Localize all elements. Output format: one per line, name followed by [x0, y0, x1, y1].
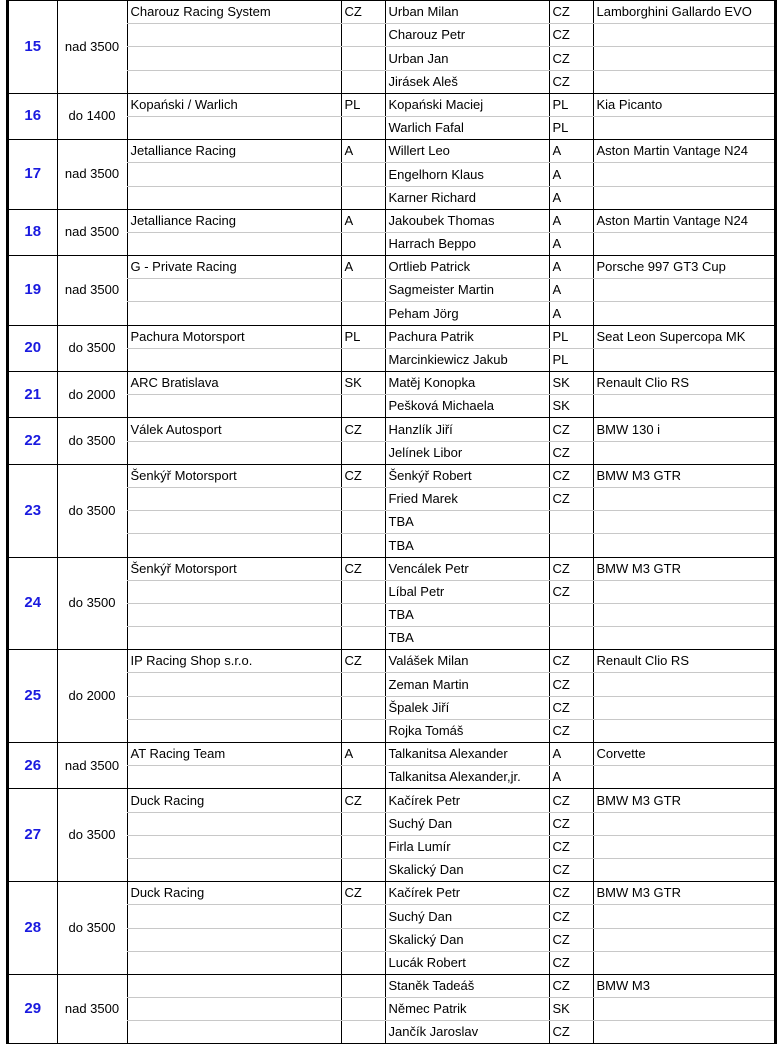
driver-cell: Engelhorn Klaus [385, 163, 549, 186]
team-cell [127, 534, 341, 557]
driver-cell: Urban Milan [385, 1, 549, 24]
team-cell [127, 1021, 341, 1044]
driver-cell: Jirásek Aleš [385, 70, 549, 93]
driver-nationality-cell: A [549, 140, 593, 163]
class-cell: do 3500 [57, 418, 127, 464]
team-nationality-cell [341, 974, 385, 997]
team-cell: Válek Autosport [127, 418, 341, 441]
car-number: 15 [9, 1, 57, 94]
class-cell: do 1400 [57, 93, 127, 139]
class-cell: do 3500 [57, 789, 127, 882]
team-cell [127, 116, 341, 139]
team-nationality-cell [341, 348, 385, 371]
car-cell [593, 232, 774, 255]
team-nationality-cell [341, 835, 385, 858]
team-cell: Charouz Racing System [127, 1, 341, 24]
car-cell [593, 905, 774, 928]
car-cell [593, 696, 774, 719]
team-cell: G - Private Racing [127, 256, 341, 279]
team-nationality-cell [341, 905, 385, 928]
team-cell: Šenkýř Motorsport [127, 464, 341, 487]
car-cell [593, 603, 774, 626]
team-cell [127, 766, 341, 789]
team-cell [127, 719, 341, 742]
team-cell [127, 47, 341, 70]
driver-nationality-cell: CZ [549, 905, 593, 928]
car-cell: BMW M3 GTR [593, 882, 774, 905]
team-cell: Šenkýř Motorsport [127, 557, 341, 580]
driver-nationality-cell: CZ [549, 673, 593, 696]
team-nationality-cell [341, 232, 385, 255]
driver-nationality-cell: CZ [549, 580, 593, 603]
driver-cell: Skalický Dan [385, 858, 549, 881]
team-cell [127, 232, 341, 255]
team-cell [127, 511, 341, 534]
car-cell: Porsche 997 GT3 Cup [593, 256, 774, 279]
car-cell [593, 487, 774, 510]
class-cell: do 3500 [57, 882, 127, 975]
team-cell [127, 302, 341, 325]
driver-cell: Němec Patrik [385, 998, 549, 1021]
team-nationality-cell [341, 603, 385, 626]
driver-nationality-cell: CZ [549, 557, 593, 580]
table-row [9, 650, 774, 673]
team-cell: Kopański / Warlich [127, 93, 341, 116]
driver-cell: Kopański Maciej [385, 93, 549, 116]
team-nationality-cell [341, 487, 385, 510]
entry-list-table [9, 0, 774, 1044]
team-cell [127, 812, 341, 835]
team-nationality-cell [341, 673, 385, 696]
driver-cell: Matěj Konopka [385, 372, 549, 395]
car-number: 28 [9, 882, 57, 975]
car-cell: BMW 130 i [593, 418, 774, 441]
driver-cell: Suchý Dan [385, 812, 549, 835]
driver-nationality-cell: PL [549, 348, 593, 371]
car-cell [593, 395, 774, 418]
car-cell [593, 928, 774, 951]
class-cell: nad 3500 [57, 743, 127, 789]
team-nationality-cell [341, 186, 385, 209]
car-cell: BMW M3 GTR [593, 464, 774, 487]
team-nationality-cell [341, 47, 385, 70]
driver-nationality-cell: CZ [549, 418, 593, 441]
driver-cell: Suchý Dan [385, 905, 549, 928]
team-nationality-cell: CZ [341, 882, 385, 905]
table-row [9, 372, 774, 395]
team-nationality-cell [341, 928, 385, 951]
team-cell [127, 603, 341, 626]
car-number: 22 [9, 418, 57, 464]
car-cell [593, 186, 774, 209]
car-cell [593, 858, 774, 881]
team-cell: Duck Racing [127, 789, 341, 812]
team-nationality-cell [341, 627, 385, 650]
car-cell [593, 580, 774, 603]
driver-cell: Špalek Jiří [385, 696, 549, 719]
driver-nationality-cell: SK [549, 998, 593, 1021]
car-cell [593, 766, 774, 789]
car-cell: Renault Clio RS [593, 372, 774, 395]
driver-cell: Vencálek Petr [385, 557, 549, 580]
table-row [9, 789, 774, 812]
driver-nationality-cell: A [549, 279, 593, 302]
car-number: 29 [9, 974, 57, 1044]
driver-nationality-cell [549, 534, 593, 557]
car-cell [593, 812, 774, 835]
team-nationality-cell: SK [341, 372, 385, 395]
driver-cell: Firla Lumír [385, 835, 549, 858]
driver-cell: Warlich Fafal [385, 116, 549, 139]
class-cell: do 3500 [57, 557, 127, 650]
team-cell [127, 696, 341, 719]
table-row [9, 1, 774, 24]
driver-cell: Marcinkiewicz Jakub [385, 348, 549, 371]
table-row [9, 140, 774, 163]
car-cell [593, 24, 774, 47]
driver-nationality-cell: A [549, 163, 593, 186]
car-number: 25 [9, 650, 57, 743]
driver-cell: Skalický Dan [385, 928, 549, 951]
team-nationality-cell [341, 951, 385, 974]
car-cell [593, 835, 774, 858]
driver-cell: Pachura Patrik [385, 325, 549, 348]
car-cell [593, 116, 774, 139]
table-row [9, 557, 774, 580]
team-cell: ARC Bratislava [127, 372, 341, 395]
driver-cell: Líbal Petr [385, 580, 549, 603]
table-row [9, 418, 774, 441]
team-cell: IP Racing Shop s.r.o. [127, 650, 341, 673]
team-nationality-cell [341, 395, 385, 418]
driver-cell: Jančík Jaroslav [385, 1021, 549, 1044]
car-cell [593, 279, 774, 302]
class-cell: nad 3500 [57, 256, 127, 326]
driver-nationality-cell: A [549, 256, 593, 279]
table-row [9, 93, 774, 116]
driver-cell: Jelínek Libor [385, 441, 549, 464]
table-row [9, 325, 774, 348]
team-nationality-cell [341, 580, 385, 603]
car-cell [593, 302, 774, 325]
driver-cell: Staněk Tadeáš [385, 974, 549, 997]
driver-nationality-cell: CZ [549, 882, 593, 905]
driver-nationality-cell: A [549, 186, 593, 209]
car-cell: Seat Leon Supercopa MK [593, 325, 774, 348]
driver-cell: Lucák Robert [385, 951, 549, 974]
driver-cell: Harrach Beppo [385, 232, 549, 255]
car-number: 16 [9, 93, 57, 139]
driver-nationality-cell: A [549, 743, 593, 766]
driver-nationality-cell: A [549, 302, 593, 325]
team-cell: Jetalliance Racing [127, 209, 341, 232]
team-cell [127, 279, 341, 302]
driver-cell: Fried Marek [385, 487, 549, 510]
team-cell [127, 998, 341, 1021]
class-cell: do 2000 [57, 372, 127, 418]
team-nationality-cell [341, 812, 385, 835]
team-nationality-cell: CZ [341, 418, 385, 441]
driver-cell: Ortlieb Patrick [385, 256, 549, 279]
team-cell [127, 835, 341, 858]
team-nationality-cell: A [341, 140, 385, 163]
driver-nationality-cell [549, 511, 593, 534]
car-number: 27 [9, 789, 57, 882]
driver-cell: Sagmeister Martin [385, 279, 549, 302]
team-nationality-cell [341, 163, 385, 186]
car-cell: Aston Martin Vantage N24 [593, 209, 774, 232]
team-cell [127, 70, 341, 93]
driver-nationality-cell: SK [549, 372, 593, 395]
driver-cell: TBA [385, 603, 549, 626]
team-cell [127, 441, 341, 464]
driver-nationality-cell: A [549, 766, 593, 789]
entry-list-sheet [6, 0, 777, 1044]
team-nationality-cell [341, 24, 385, 47]
class-cell: do 2000 [57, 650, 127, 743]
team-nationality-cell [341, 696, 385, 719]
driver-nationality-cell: PL [549, 325, 593, 348]
class-cell: nad 3500 [57, 1, 127, 94]
car-cell [593, 673, 774, 696]
team-nationality-cell: A [341, 256, 385, 279]
car-number: 17 [9, 140, 57, 210]
team-nationality-cell: A [341, 209, 385, 232]
table-row [9, 743, 774, 766]
driver-nationality-cell: CZ [549, 47, 593, 70]
car-cell [593, 511, 774, 534]
car-cell [593, 627, 774, 650]
driver-nationality-cell: A [549, 232, 593, 255]
class-cell: nad 3500 [57, 209, 127, 255]
team-cell [127, 673, 341, 696]
team-nationality-cell: PL [341, 325, 385, 348]
driver-cell: Peham Jörg [385, 302, 549, 325]
driver-cell: Zeman Martin [385, 673, 549, 696]
table-row [9, 464, 774, 487]
car-number: 26 [9, 743, 57, 789]
driver-cell: Karner Richard [385, 186, 549, 209]
driver-nationality-cell: CZ [549, 974, 593, 997]
class-cell: do 3500 [57, 464, 127, 557]
driver-cell: Charouz Petr [385, 24, 549, 47]
car-number: 24 [9, 557, 57, 650]
driver-cell: Rojka Tomáš [385, 719, 549, 742]
driver-cell: Kačírek Petr [385, 789, 549, 812]
driver-nationality-cell: CZ [549, 1, 593, 24]
team-nationality-cell: CZ [341, 464, 385, 487]
driver-nationality-cell: CZ [549, 650, 593, 673]
car-cell: BMW M3 GTR [593, 557, 774, 580]
driver-cell: Hanzlík Jiří [385, 418, 549, 441]
team-cell [127, 928, 341, 951]
car-cell [593, 719, 774, 742]
team-nationality-cell: CZ [341, 789, 385, 812]
car-cell: Aston Martin Vantage N24 [593, 140, 774, 163]
car-cell: Corvette [593, 743, 774, 766]
car-cell [593, 951, 774, 974]
car-cell: Renault Clio RS [593, 650, 774, 673]
driver-nationality-cell: CZ [549, 464, 593, 487]
team-nationality-cell: CZ [341, 557, 385, 580]
driver-nationality-cell: CZ [549, 24, 593, 47]
driver-nationality-cell: CZ [549, 70, 593, 93]
team-nationality-cell [341, 441, 385, 464]
class-cell: nad 3500 [57, 974, 127, 1044]
team-nationality-cell [341, 534, 385, 557]
car-cell [593, 163, 774, 186]
driver-nationality-cell: CZ [549, 951, 593, 974]
driver-cell: Urban Jan [385, 47, 549, 70]
team-cell [127, 580, 341, 603]
car-cell [593, 441, 774, 464]
car-cell [593, 998, 774, 1021]
car-cell [593, 348, 774, 371]
team-cell: Jetalliance Racing [127, 140, 341, 163]
driver-nationality-cell: PL [549, 93, 593, 116]
team-cell [127, 905, 341, 928]
team-cell: Pachura Motorsport [127, 325, 341, 348]
team-cell [127, 974, 341, 997]
team-nationality-cell [341, 70, 385, 93]
team-cell: AT Racing Team [127, 743, 341, 766]
driver-cell: TBA [385, 511, 549, 534]
team-cell: Duck Racing [127, 882, 341, 905]
driver-cell: Willert Leo [385, 140, 549, 163]
team-nationality-cell [341, 719, 385, 742]
team-nationality-cell: CZ [341, 1, 385, 24]
entry-list-body [9, 1, 774, 1044]
driver-nationality-cell: A [549, 209, 593, 232]
car-number: 21 [9, 372, 57, 418]
car-cell [593, 534, 774, 557]
driver-nationality-cell: CZ [549, 928, 593, 951]
driver-nationality-cell: SK [549, 395, 593, 418]
driver-nationality-cell: CZ [549, 1021, 593, 1044]
driver-nationality-cell: CZ [549, 719, 593, 742]
team-nationality-cell [341, 998, 385, 1021]
team-nationality-cell [341, 511, 385, 534]
team-nationality-cell: A [341, 743, 385, 766]
car-number: 20 [9, 325, 57, 371]
car-cell: BMW M3 [593, 974, 774, 997]
car-number: 19 [9, 256, 57, 326]
team-nationality-cell [341, 766, 385, 789]
car-cell: BMW M3 GTR [593, 789, 774, 812]
car-cell [593, 1021, 774, 1044]
driver-nationality-cell: CZ [549, 696, 593, 719]
driver-cell: Kačírek Petr [385, 882, 549, 905]
team-nationality-cell: CZ [341, 650, 385, 673]
table-row [9, 974, 774, 997]
car-cell [593, 47, 774, 70]
driver-nationality-cell: CZ [549, 858, 593, 881]
team-cell [127, 858, 341, 881]
team-cell [127, 395, 341, 418]
driver-cell: Jakoubek Thomas [385, 209, 549, 232]
team-nationality-cell [341, 279, 385, 302]
driver-cell: TBA [385, 627, 549, 650]
driver-nationality-cell [549, 603, 593, 626]
driver-nationality-cell: CZ [549, 487, 593, 510]
table-row [9, 256, 774, 279]
team-nationality-cell [341, 1021, 385, 1044]
car-number: 23 [9, 464, 57, 557]
team-nationality-cell: PL [341, 93, 385, 116]
table-row [9, 882, 774, 905]
team-cell [127, 24, 341, 47]
team-cell [127, 627, 341, 650]
team-nationality-cell [341, 302, 385, 325]
driver-nationality-cell: PL [549, 116, 593, 139]
driver-cell: TBA [385, 534, 549, 557]
driver-cell: Talkanitsa Alexander,jr. [385, 766, 549, 789]
driver-nationality-cell [549, 627, 593, 650]
car-cell [593, 70, 774, 93]
team-nationality-cell [341, 858, 385, 881]
driver-nationality-cell: CZ [549, 441, 593, 464]
driver-cell: Pešková Michaela [385, 395, 549, 418]
driver-cell: Talkanitsa Alexander [385, 743, 549, 766]
team-cell [127, 951, 341, 974]
team-cell [127, 186, 341, 209]
class-cell: nad 3500 [57, 140, 127, 210]
car-number: 18 [9, 209, 57, 255]
team-nationality-cell [341, 116, 385, 139]
team-cell [127, 348, 341, 371]
car-cell: Lamborghini Gallardo EVO [593, 1, 774, 24]
class-cell: do 3500 [57, 325, 127, 371]
car-cell: Kia Picanto [593, 93, 774, 116]
table-row [9, 209, 774, 232]
driver-nationality-cell: CZ [549, 835, 593, 858]
driver-cell: Valášek Milan [385, 650, 549, 673]
team-cell [127, 163, 341, 186]
driver-cell: Šenkýř Robert [385, 464, 549, 487]
driver-nationality-cell: CZ [549, 812, 593, 835]
team-cell [127, 487, 341, 510]
driver-nationality-cell: CZ [549, 789, 593, 812]
